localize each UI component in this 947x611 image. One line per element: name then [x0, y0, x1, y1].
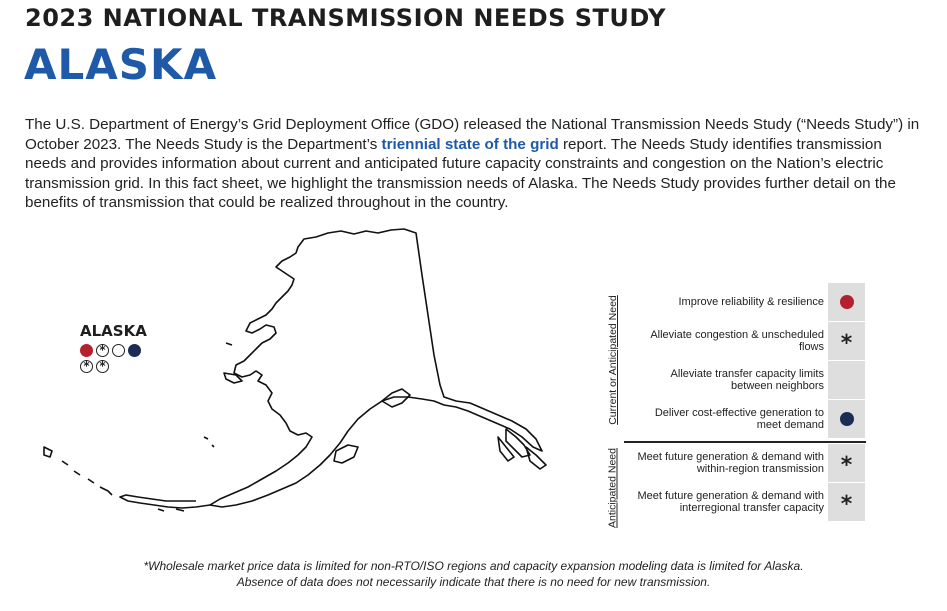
need-indicator-box	[828, 283, 865, 321]
need-indicator-box	[828, 361, 865, 399]
current-need-label: Current or Anticipated Need	[607, 295, 619, 425]
asterisk-icon: *	[840, 492, 853, 517]
legend-row-1	[80, 344, 147, 357]
aleutian-islands	[44, 447, 184, 511]
asterisk-circle-icon	[80, 360, 93, 373]
need-text: Deliver cost-effective generation to meet demand	[654, 406, 824, 431]
need-row-reliability	[628, 283, 865, 321]
footnote-line-1: *Wholesale market price data is limited for non-RTO/ISO regions and capacity expansion modeling data is limited for Alaska.	[143, 559, 804, 573]
need-text: Meet future generation & demand with within-region transmission	[637, 450, 824, 475]
asterisk-icon: *	[840, 331, 853, 356]
need-text: Meet future generation & demand with interregional transfer capacity	[637, 489, 824, 514]
need-text: Alleviate congestion & unscheduled flows	[650, 328, 824, 353]
alaska-peninsula	[120, 495, 210, 508]
intro-text-before: The U.S. Department of Energy’s Grid Deployment Office (GDO) released the National Transmission Needs Study (“Needs Study”) in October 2023. The Needs Study is the Department’s	[25, 116, 920, 153]
kodiak-island	[334, 445, 358, 463]
need-indicator-box	[828, 483, 865, 521]
open-circle-icon	[112, 344, 125, 357]
navy-dot-icon	[128, 344, 141, 357]
need-text: Alleviate transfer capacity limits between neighbors	[670, 367, 824, 392]
red-dot-icon	[840, 295, 854, 309]
bering-islands	[204, 343, 242, 447]
kenai-coast	[382, 389, 410, 407]
need-indicator-box	[828, 322, 865, 360]
intro-text-after: report. The Needs Study identifies transmission needs and provides information about current and anticipated future capacity constraints and congestion on the Nation’s electric transmission grid. In this fact sheet, we highlight the transmission needs of Alaska. The Needs Study provides further detail on the benefits of transmission that could be realized throughout in the country.	[25, 135, 896, 211]
page-title: 2023 NATIONAL TRANSMISSION NEEDS STUDY	[25, 4, 666, 32]
need-row-transfer-capacity	[628, 361, 865, 399]
asterisk-circle-icon	[96, 344, 109, 357]
need-row-cost-effective	[628, 400, 865, 438]
need-text: Improve reliability & resilience	[678, 295, 824, 308]
need-row-within-region	[628, 444, 865, 482]
need-indicator-box	[828, 444, 865, 482]
asterisk-circle-icon	[96, 360, 109, 373]
red-dot-icon	[80, 344, 93, 357]
legend-title: ALASKA	[80, 322, 147, 340]
state-title: ALASKA	[24, 40, 218, 89]
need-row-congestion	[628, 322, 865, 360]
alaska-mainland	[210, 229, 542, 507]
needs-divider	[624, 441, 866, 443]
navy-dot-icon	[840, 412, 854, 426]
need-indicator-box	[828, 400, 865, 438]
anticipated-need-label: Anticipated Need	[606, 448, 619, 528]
map-legend	[80, 322, 147, 376]
legend-row-2	[80, 360, 147, 373]
footnote-line-2: Absence of data does not necessarily indicate that there is no need for new transmission.	[236, 575, 711, 589]
triennial-report-link[interactable]: triennial state of the grid	[381, 135, 559, 153]
asterisk-icon: *	[840, 453, 853, 478]
footnote	[0, 558, 947, 590]
intro-paragraph	[25, 115, 920, 213]
need-row-interregional	[628, 483, 865, 521]
